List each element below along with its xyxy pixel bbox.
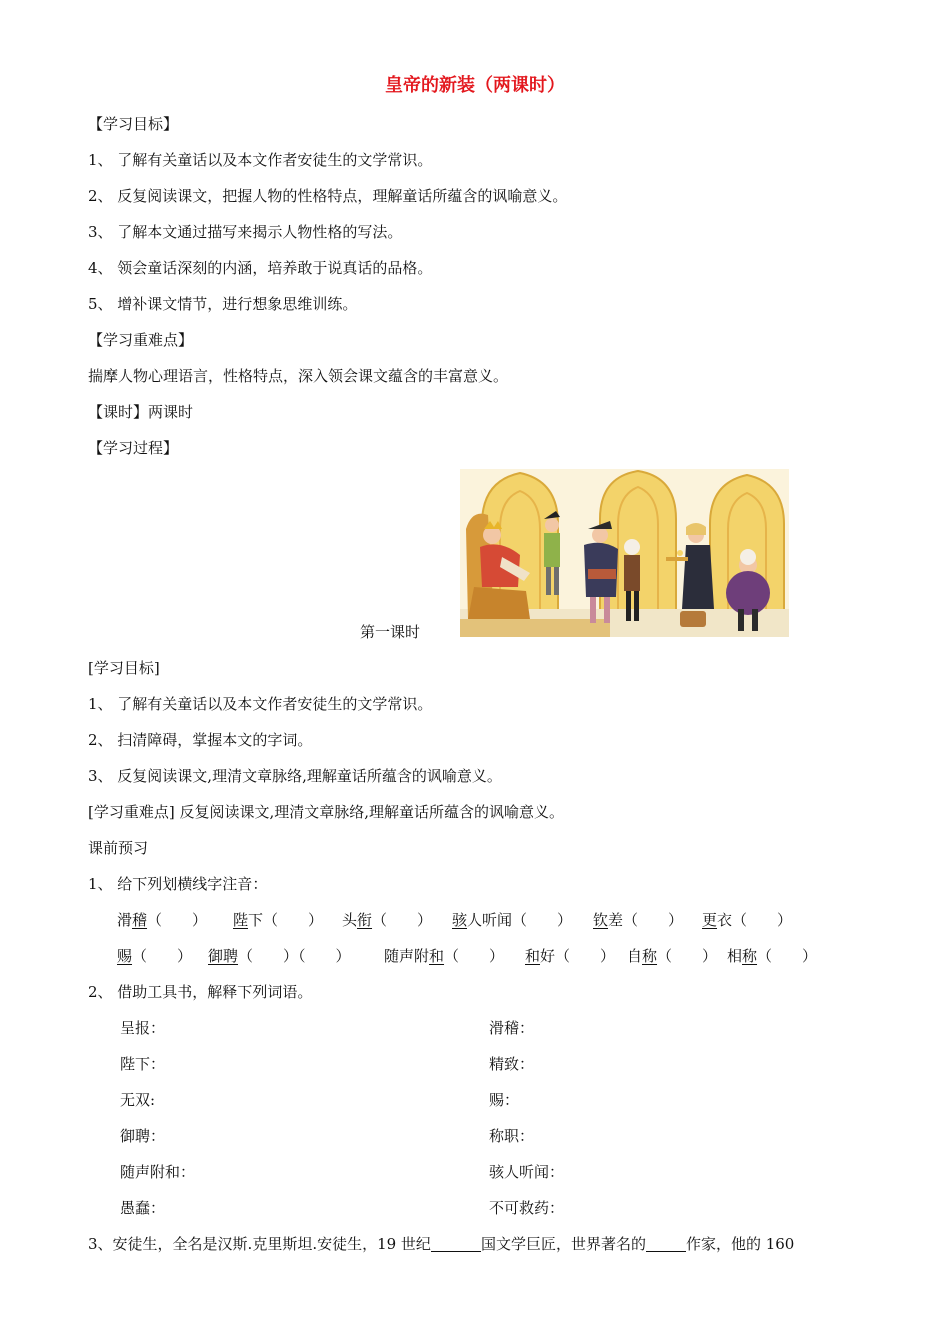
lesson-goal-item: 2、 扫清障碍，掌握本文的字词。 [88, 731, 313, 749]
vocab-term: 御聘： [120, 1127, 166, 1145]
goals-heading: 【学习目标】 [88, 115, 179, 133]
question-2: 2、 借助工具书，解释下列词语。 [88, 983, 313, 1001]
key-points-heading: 【学习重难点】 [88, 331, 194, 349]
goal-item: 4、 领会童话深刻的内涵，培养敢于说真话的品格。 [88, 259, 433, 277]
vocab-term: 随声附和： [120, 1163, 196, 1181]
pinyin-item: 赐（ ） [117, 947, 193, 965]
vocab-term: 无双: [120, 1091, 156, 1109]
pinyin-item: 御聘（ ）（ ） [208, 947, 351, 965]
pinyin-item: 陛下（ ） [233, 911, 324, 929]
goal-item: 3、 了解本文通过描写来揭示人物性格的写法。 [88, 223, 403, 241]
fill-blank[interactable] [431, 1236, 481, 1252]
page-title: 皇帝的新装（两课时） [385, 75, 565, 96]
goal-item: 5、 增补课文情节，进行想象思维训练。 [88, 295, 358, 313]
lesson-goals-heading: [学习目标] [88, 659, 160, 677]
lesson-goal-item: 3、 反复阅读课文,理清文章脉络,理解童话所蕴含的讽喻意义。 [88, 767, 502, 785]
question-3: 3、安徒生，全名是汉斯.克里斯坦.安徒生，19 世纪 国文学巨匠，世界著名的 作家，他的 160 [88, 1235, 795, 1253]
vocab-term: 愚蠢： [120, 1199, 166, 1217]
question-1: 1、 给下列划横线字注音： [88, 875, 268, 893]
pinyin-item: 随声附和（ ） [384, 947, 505, 965]
pinyin-item: 钦差（ ） [593, 911, 684, 929]
key-points-text: 揣摩人物心理语言，性格特点，深入领会课文蕴含的丰富意义。 [88, 367, 509, 385]
vocab-term: 呈报： [120, 1019, 166, 1037]
vocab-term: 骇人听闻： [489, 1163, 565, 1181]
goal-item: 1、 了解有关童话以及本文作者安徒生的文学常识。 [88, 151, 433, 169]
lesson-key-points: [学习重难点] 反复阅读课文,理清文章脉络,理解童话所蕴含的讽喻意义。 [88, 803, 565, 821]
vocab-term: 不可救药： [489, 1199, 565, 1217]
pinyin-item: 头衔（ ） [342, 911, 433, 929]
goal-item: 2、 反复阅读课文，把握人物的性格特点，理解童话所蕴含的讽喻意义。 [88, 187, 568, 205]
lesson-one-caption: 第一课时 [360, 623, 421, 641]
pinyin-item: 和好（ ） [525, 947, 616, 965]
preview-heading: 课前预习 [88, 839, 149, 857]
vocab-term: 精致： [489, 1055, 535, 1073]
vocab-term: 称职： [489, 1127, 535, 1145]
process-heading: 【学习过程】 [88, 439, 179, 457]
pinyin-item: 滑稽（ ） [117, 911, 208, 929]
vocab-term: 滑稽： [489, 1019, 535, 1037]
lesson-goal-item: 1、 了解有关童话以及本文作者安徒生的文学常识。 [88, 695, 433, 713]
emperor-court-illustration [460, 469, 789, 637]
vocab-term: 陛下： [120, 1055, 166, 1073]
pinyin-item: 更衣（ ） [702, 911, 793, 929]
vocab-term: 赐： [489, 1091, 520, 1109]
pinyin-item: 相称（ ） [727, 947, 818, 965]
pinyin-item: 骇人听闻（ ） [452, 911, 573, 929]
period-line: 【课时】两课时 [88, 403, 194, 421]
fill-blank[interactable] [646, 1236, 686, 1252]
pinyin-item: 自称（ ） [627, 947, 718, 965]
